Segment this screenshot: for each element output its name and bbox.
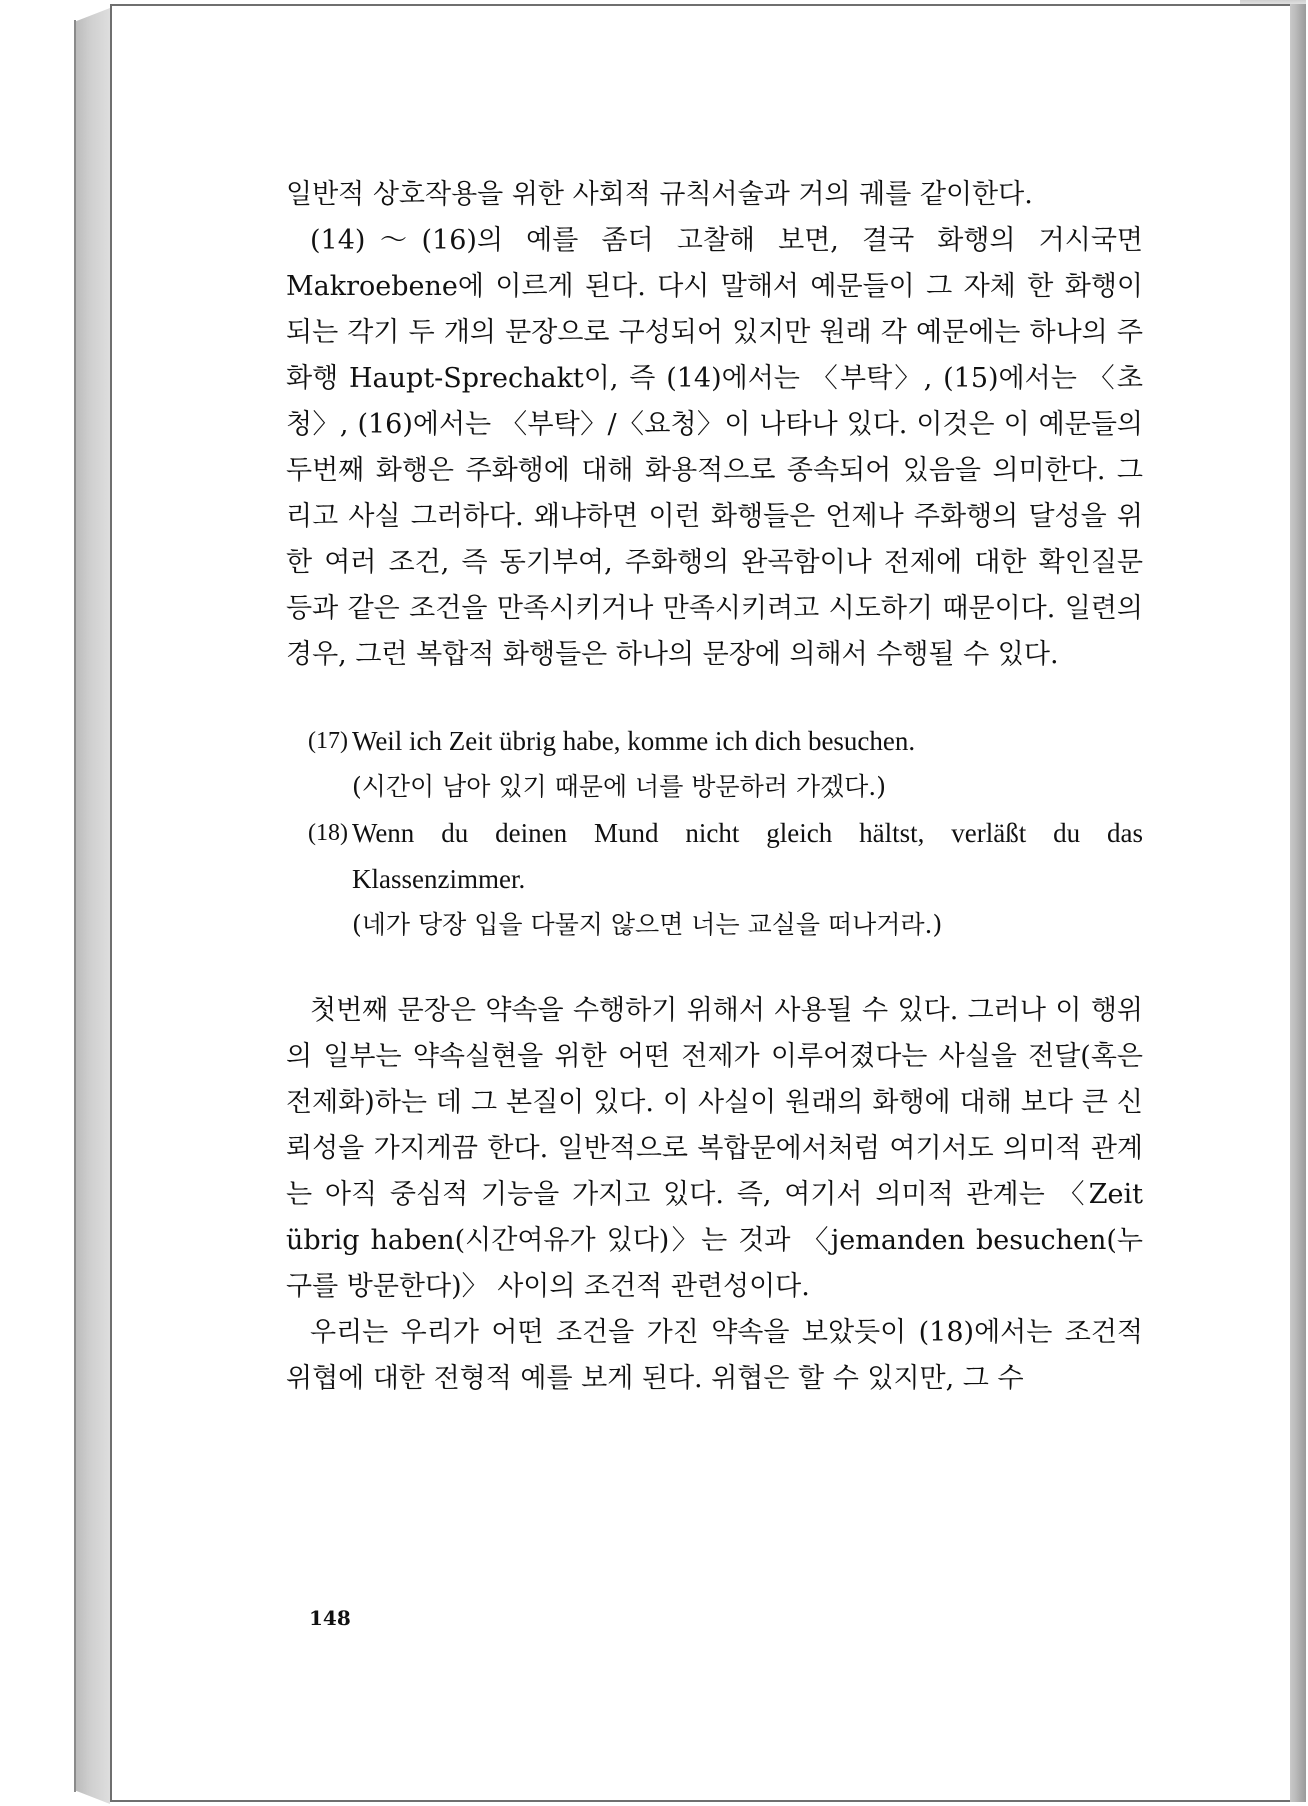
example-18 [286, 810, 1143, 948]
paragraph-4: 우리는 우리가 어떤 조건을 가진 약속을 보았듯이 (18)에서는 조건적 위협에 대한 전형적 예를 보게 된다. 위협은 할 수 있지만, 그 수 [286, 1317, 1143, 1394]
example-translation: (네가 당장 입을 다물지 않으면 너는 교실을 떠나거라.) [352, 910, 943, 939]
example-sentence: Wenn du deinen Mund nicht gleich hältst, verläßt du das [352, 818, 1143, 848]
example-body [352, 810, 1143, 948]
example-number: (18) [308, 820, 348, 846]
page-content [286, 172, 1143, 1402]
paragraph-3: 첫번째 문장은 약속을 수행하기 위해서 사용될 수 있다. 그러나 이 행위의 일부는 약속실현을 위한 어떤 전제가 이루어졌다는 사실을 전달(혹은 전제화)하는 데 그 본질이 있다. 이 사실이 원래의 화행에 대해 보다 큰 신뢰성을 가지게끔 한다. 일반적으로 복합문에서처럼 여기서도 의미적 관계는 아직 중심적 기능을 가지고 있다. 즉, 여기서 의미적 관계는 〈Zeit übrig haben(시간여유가 있다)〉는 것과 〈jemanden besuchen(누구를 방문한다)〉 사이의 조건적 관련성이다. [286, 995, 1143, 1302]
book-edge-line [74, 20, 76, 1792]
example-number: (17) [308, 728, 348, 754]
example-17 [286, 718, 1143, 810]
example-translation: (시간이 남아 있기 때문에 너를 방문하러 가겠다.) [352, 772, 886, 801]
paragraph-2: (14)～(16)의 예를 좀더 고찰해 보면, 결국 화행의 거시국면 Makroebene에 이르게 된다. 다시 말해서 예문들이 그 자체 한 화행이 되는 각기 두 개의 문장으로 구성되어 있지만 원래 각 예문에는 하나의 주화행 Haupt-Sprechakt이, 즉 (14)에서는 〈부탁〉, (15)에서는 〈초청〉, (16)에서는 〈부탁〉/〈요청〉이 나타나 있다. 이것은 이 예문들의 두번째 화행은 주화행에 대해 화용적으로 종속되어 있음을 의미한다. 그리고 사실 그러하다. 왜냐하면 이런 화행들은 언제나 주화행의 달성을 위한 여러 조건, 즉 동기부여, 주화행의 완곡함이나 전제에 대한 확인질문 등과 같은 조건을 만족시키거나 만족시키려고 시도하기 때문이다. 일련의 경우, 그런 복합적 화행들은 하나의 문장에 의해서 수행될 수 있다. [286, 225, 1143, 670]
example-sentence-continued: Klassenzimmer. [352, 864, 526, 894]
example-sentence: Weil ich Zeit übrig habe, komme ich dich besuchen. [352, 726, 916, 756]
example-body [352, 718, 1143, 810]
example-list [286, 718, 1143, 948]
book-edge [74, 8, 110, 1804]
page-number: 148 [309, 1606, 351, 1630]
paragraph-1: 일반적 상호작용을 위한 사회적 규칙서술과 거의 궤를 같이한다. [286, 179, 1033, 210]
